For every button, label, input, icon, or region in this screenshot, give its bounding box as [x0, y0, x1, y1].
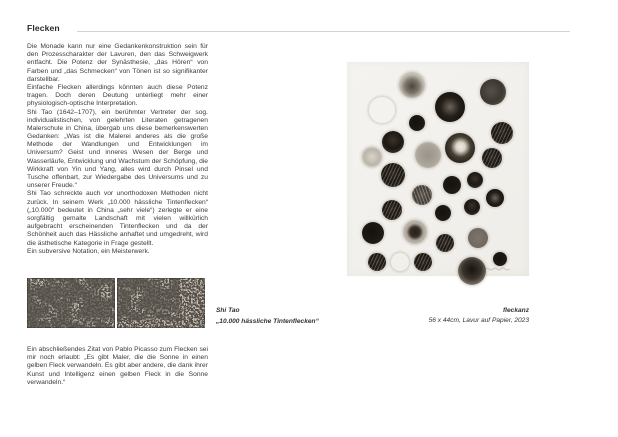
paragraph: Einfache Flecken allerdings könnten auch diese Potenz tragen. Doch deren Deutung unterliegt mehr einer physiologisch-optische Interpretation.	[27, 83, 208, 108]
ink-dot	[409, 115, 425, 131]
ink-dot	[486, 189, 504, 207]
article-text	[27, 43, 208, 256]
ink-dot	[464, 199, 480, 215]
caption-artist: Shi Tao	[216, 307, 240, 314]
ink-dot	[414, 253, 432, 271]
detail-figure	[27, 278, 205, 328]
detail-image-right	[117, 278, 205, 328]
ink-dot	[436, 234, 454, 252]
page-title: Flecken	[27, 23, 60, 33]
ink-dot	[412, 185, 432, 205]
artwork-details: 56 x 44cm, Lavur auf Papier, 2023	[428, 317, 529, 324]
paragraph: Ein abschließendes Zitat von Pablo Picasso zum Flecken sei mir noch erlaubt: „Es gibt Maler, die die Sonne in einen gelben Fleck verwandeln. Es gibt aber andere, die dank ihrer Kunst und Intelligenz einen gelben Fleck in die Sonne verwandeln.“	[27, 346, 208, 386]
artwork-caption	[329, 307, 529, 324]
ink-dot	[362, 222, 384, 244]
title-rule	[77, 31, 570, 32]
paragraph: Shi Tao (1642–1707), ein berühmter Vertreter der sog. individualistischen, von gelehrten Literaten getragenen Malerschule in China, übergab uns diese bemerkenswerten Gedanken: „Was ist die Malerei anderes als die große Methode der Wandlungen und Entwicklungen im Universum? Geist und inneres Wesen der Berge und Wasserläufe, Entwicklung und Wachstum der Schöpfung, die Wirkkraft von Yin und Yang, alles wird durch Pinsel und Tusche offenbart, zur Wiedergabe des Universums und zu unserer Freude.“	[27, 108, 208, 190]
ink-dot	[458, 257, 486, 285]
ink-dot	[445, 133, 475, 163]
ink-dot	[443, 176, 461, 194]
ink-dot	[403, 220, 427, 244]
ink-dot	[482, 148, 502, 168]
artwork-title: fleckanz	[502, 307, 529, 314]
ink-dot	[493, 252, 507, 266]
detail-image-left	[27, 278, 115, 328]
ink-dot	[491, 122, 513, 144]
ink-dot	[381, 163, 405, 187]
closing-paragraph	[27, 346, 208, 387]
ink-dot	[368, 253, 386, 271]
paragraph: Die Monade kann nur eine Gedankenkonstruktion sein für den Prozesscharakter der Lavuren, den das Schweigwerk entfacht. Die Potenz der Synästhesie, „das Hören“ von Farben und „das Schmecken“ von Tönen ist so signifikanter darstellbar.	[27, 43, 208, 83]
ink-dot	[391, 253, 409, 271]
ink-dot	[399, 72, 425, 98]
paragraph: Shi Tao schreckte auch vor unorthodoxen Methoden nicht zurück. In seinem Werk „10.000 hässliche Tintenflecken“ („10.000“ bedeutet in China „sehr viele“) zerlegte er eine sorgfältig gemalte Landschaft mit vielen willkürlich aufgebracht erscheinenden Tintenflecken und da der Schönheit auch das Hässliche anhaftet und umgedreht, wird die ästhetische Kategorie in Frage gestellt.	[27, 190, 208, 247]
ink-dot	[362, 147, 382, 167]
ink-dot	[435, 205, 451, 221]
ink-dot	[382, 131, 404, 153]
ink-dot	[382, 200, 402, 220]
paragraph: Ein subversive Notation, ein Meisterwerk.	[27, 247, 150, 255]
ink-dot	[467, 172, 483, 188]
ink-dot	[415, 142, 441, 168]
artwork-paper	[347, 62, 529, 276]
ink-dot	[435, 92, 465, 122]
caption-work-title: „10.000 hässliche Tintenflecken“	[216, 318, 319, 325]
left-figure-caption	[216, 307, 346, 325]
ink-dot	[468, 228, 488, 248]
ink-dot	[369, 97, 395, 123]
ink-dot	[480, 79, 506, 105]
